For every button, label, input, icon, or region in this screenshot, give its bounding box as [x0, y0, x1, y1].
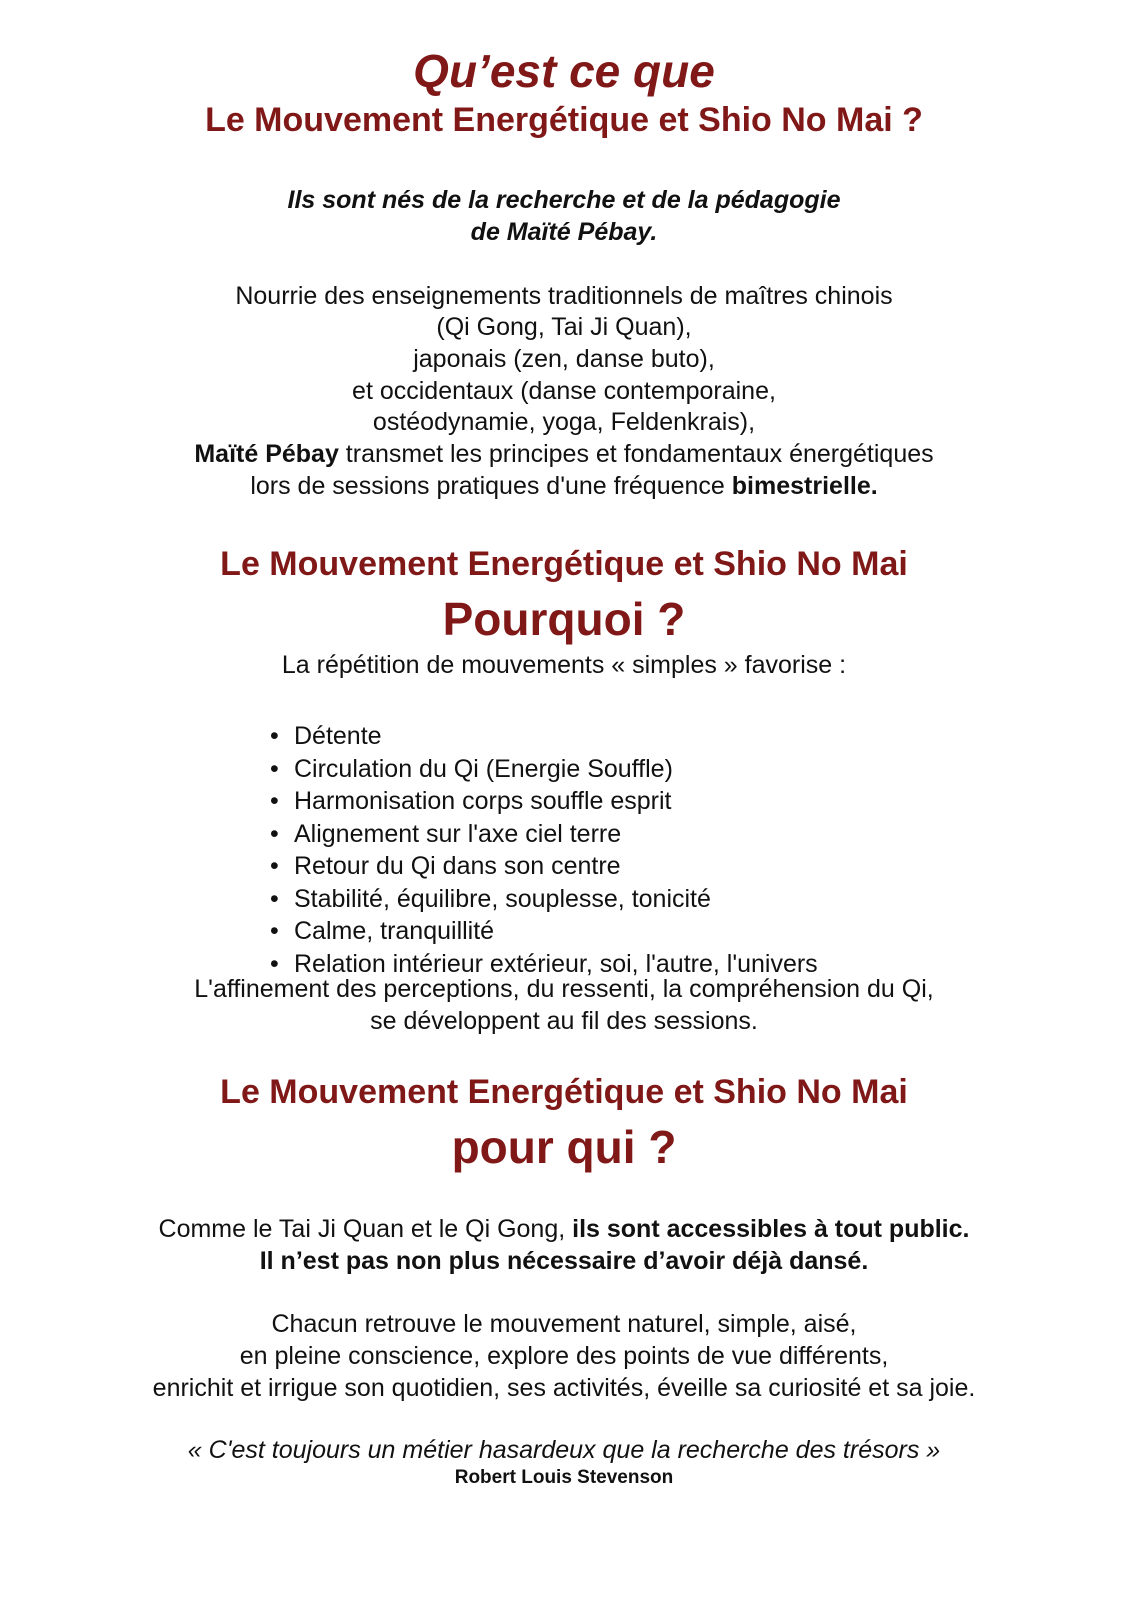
who-line-1 [0, 1215, 1128, 1244]
main-subtitle: Le Mouvement Energétique et Shio No Mai ? [205, 101, 923, 139]
accessibility-emphasis: ils sont accessibles à tout public. [572, 1215, 970, 1243]
intro-line-1: Ils sont nés de la recherche et de la pédagogie [287, 186, 841, 214]
bullet-icon: • [270, 917, 279, 945]
who-line-2: Il n’est pas non plus nécessaire d’avoir déjà dansé. [259, 1247, 869, 1275]
who-heading: pour qui ? [451, 1121, 677, 1173]
description-line-7-text: lors de sessions pratiques d'une fréquence [250, 472, 732, 500]
bullet-icon: • [270, 949, 279, 978]
list-item: • Circulation du Qi (Energie Souffle) [270, 753, 818, 786]
who-section-title: Le Mouvement Energétique et Shio No Mai [220, 1073, 908, 1111]
frequency-emphasis: bimestrielle. [731, 472, 878, 500]
description-line-4: et occidentaux (danse contemporaine, [352, 377, 776, 405]
bullet-icon: • [270, 819, 279, 848]
why-closing-line-1: L'affinement des perceptions, du ressenti, la compréhension du Qi, [194, 975, 934, 1003]
description-line-2: (Qi Gong, Tai Ji Quan), [436, 313, 692, 341]
list-item: • Détente [270, 720, 818, 753]
why-section-title: Le Mouvement Energétique et Shio No Mai [220, 545, 908, 583]
description-line-6 [0, 440, 1128, 469]
bullet-icon: • [270, 787, 279, 815]
list-item: • Retour du Qi dans son centre [270, 850, 818, 883]
description-line-5: ostéodynamie, yoga, Feldenkrais), [372, 408, 756, 436]
bullet-icon: • [270, 722, 279, 750]
list-item: • Alignement sur l'axe ciel terre [270, 818, 818, 851]
description-line-6-text: transmet les principes et fondamentaux énergétiques [338, 440, 934, 468]
description-line-3: japonais (zen, danse buto), [413, 345, 715, 373]
bullet-icon: • [270, 884, 279, 913]
main-title: Qu’est ce que [413, 45, 715, 97]
teacher-name: Maïté Pébay [194, 440, 339, 468]
intro-line-2: de Maïté Pébay. [470, 218, 658, 246]
list-item: • Harmonisation corps souffle esprit [270, 785, 818, 818]
who-paragraph-line-1: Chacun retrouve le mouvement naturel, simple, aisé, [271, 1310, 857, 1338]
quote-author: Robert Louis Stevenson [454, 1467, 674, 1488]
who-paragraph-line-3: enrichit et irrigue son quotidien, ses activités, éveille sa curiosité et sa joie. [152, 1374, 976, 1402]
why-heading: Pourquoi ? [442, 593, 686, 645]
benefits-list [270, 720, 818, 980]
list-item: • Calme, tranquillité [270, 915, 818, 948]
who-paragraph-line-2: en pleine conscience, explore des points de vue différents, [239, 1342, 889, 1370]
list-item: • Relation intérieur extérieur, soi, l'autre, l'univers [270, 948, 818, 981]
who-line-1-text: Comme le Tai Ji Quan et le Qi Gong, [158, 1215, 573, 1243]
why-closing-line-2: se développent au fil des sessions. [370, 1007, 758, 1035]
description-line-7 [0, 472, 1128, 501]
description-line-1: Nourrie des enseignements traditionnels de maîtres chinois [235, 282, 893, 310]
quote-text: « C'est toujours un métier hasardeux que la recherche des trésors » [187, 1436, 941, 1464]
bullet-icon: • [270, 754, 279, 783]
why-lead: La répétition de mouvements « simples » favorise : [281, 651, 847, 679]
bullet-icon: • [270, 852, 279, 880]
list-item: • Stabilité, équilibre, souplesse, tonicité [270, 883, 818, 916]
